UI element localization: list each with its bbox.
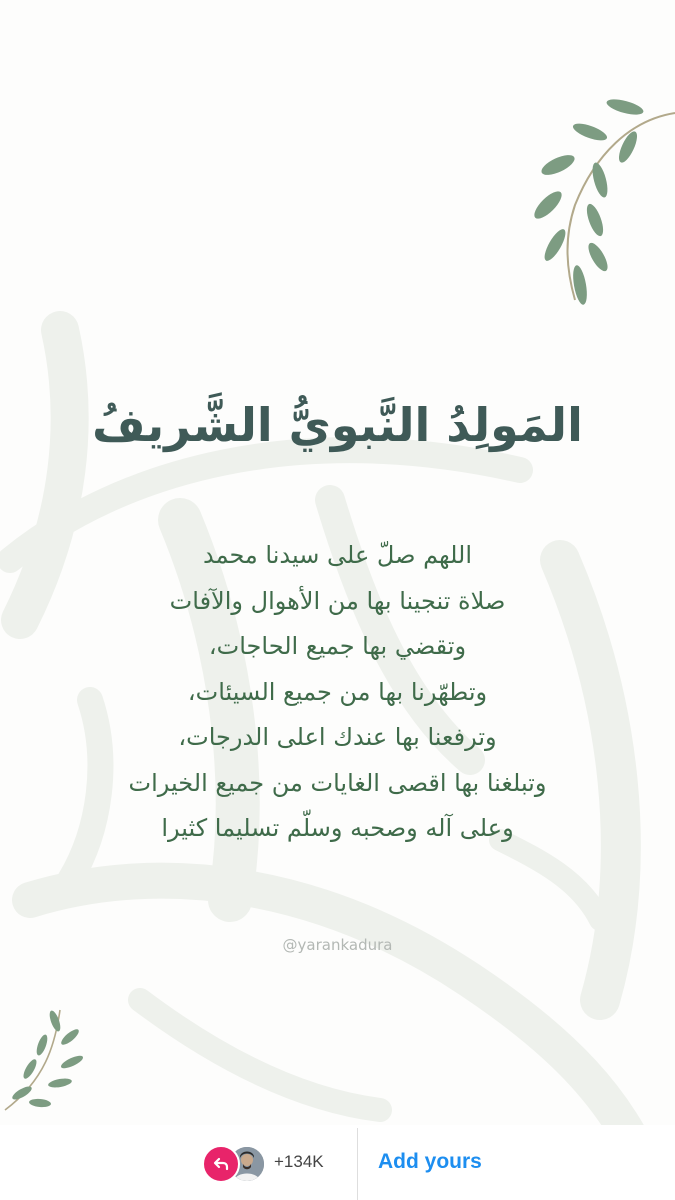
participants-count: +134K [274, 1152, 324, 1171]
prayer-line: وتبلغنا بها اقصى الغايات من جميع الخيرات [128, 768, 547, 797]
story-title: المَولِدُ النَّبويُّ الشَّريفُ [92, 398, 583, 452]
prayer-line: وتطهّرنا بها من جميع السيئات، [187, 677, 488, 706]
prayer-line: اللهم صلّ على سيدنا محمد [202, 541, 473, 569]
author-handle: @yarankadura [282, 936, 393, 954]
add-yours-bar [0, 1125, 675, 1200]
prayer-line: وترفعنا بها عندك اعلى الدرجات، [178, 723, 497, 751]
olive-branch-top-icon [520, 95, 675, 315]
prayer-line: وعلى آله وصحبه وسلّم تسليما كثيرا [161, 814, 514, 842]
prayer-text [0, 533, 675, 852]
olive-branch-bottom-icon [0, 1005, 95, 1120]
add-yours-button[interactable]: Add yours [378, 1150, 482, 1173]
prayer-line: وتقضي بها جميع الحاجات، [208, 632, 467, 660]
prayer-line: صلاة تنجينا بها من الأهوال والآفات [169, 586, 506, 615]
bar-divider [357, 1128, 358, 1200]
participant-avatars[interactable] [202, 1145, 268, 1183]
reply-arrow-icon [202, 1145, 240, 1183]
